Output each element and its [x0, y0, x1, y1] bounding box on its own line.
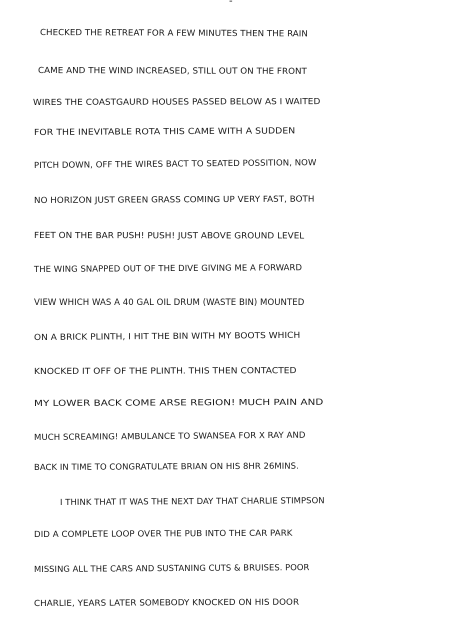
text-line-8: THE WING SNAPPED OUT OF THE DIVE GIVING ME A FORWARD: [33, 262, 303, 274]
text-line-9: VIEW WHICH WAS A 40 GAL OIL DRUM (WASTE BIN) MOUNTED: [34, 297, 305, 307]
text-line-6: NO HORIZON JUST GREEN GRASS COMING UP VERY FAST, BOTH: [33, 193, 315, 205]
text-line-11: KNOCKED IT OFF OF THE PLINTH. THIS THEN CONTACTED: [33, 365, 297, 376]
text-line-13: MUCH SCREAMING! AMBULANCE TO SWANSEA FOR X RAY AND: [33, 429, 306, 442]
text-line-16: DID A COMPLETE LOOP OVER THE PUB INTO THE CAR PARK: [33, 527, 293, 539]
text-line-12: MY LOWER BACK COME ARSE REGION! MUCH PAIN AND: [33, 396, 324, 408]
text-line-2: CAME AND THE WIND INCREASED, STILL OUT ON THE FRONT: [37, 65, 307, 76]
text-line-7: FEET ON THE BAR PUSH! PUSH! JUST ABOVE GROUND LEVEL: [33, 230, 305, 241]
text-line-10: ON A BRICK PLINTH, I HIT THE BIN WITH MY BOOTS WHICH: [33, 329, 301, 342]
text-line-17: MISSING ALL THE CARS AND SUSTANING CUTS & BRUISES. POOR: [33, 562, 310, 574]
text-line-4: FOR THE INEVITABLE ROTA THIS CAME WITH A SUDDEN: [33, 125, 296, 137]
text-line-14: BACK IN TIME TO CONGRATULATE BRIAN ON HIS 8HR 26MINS.: [33, 460, 299, 472]
text-line-15: I THINK THAT IT WAS THE NEXT DAY THAT CHARLIE STIMPSON: [59, 495, 325, 507]
text-line-3: WIRES THE COASTGAURD HOUSES PASSED BELOW AS I WAITED: [32, 96, 321, 107]
text-line-5: PITCH DOWN, OFF THE WIRES BACT TO SEATED POSSITION, NOW: [33, 157, 317, 170]
text-line-1: CHECKED THE RETREAT FOR A FEW MINUTES THEN THE RAIN: [39, 27, 308, 39]
text-line-18: CHARLIE, YEARS LATER SOMEBODY KNOCKED ON HIS DOOR: [33, 596, 300, 608]
page-mark: -: [229, 0, 233, 7]
